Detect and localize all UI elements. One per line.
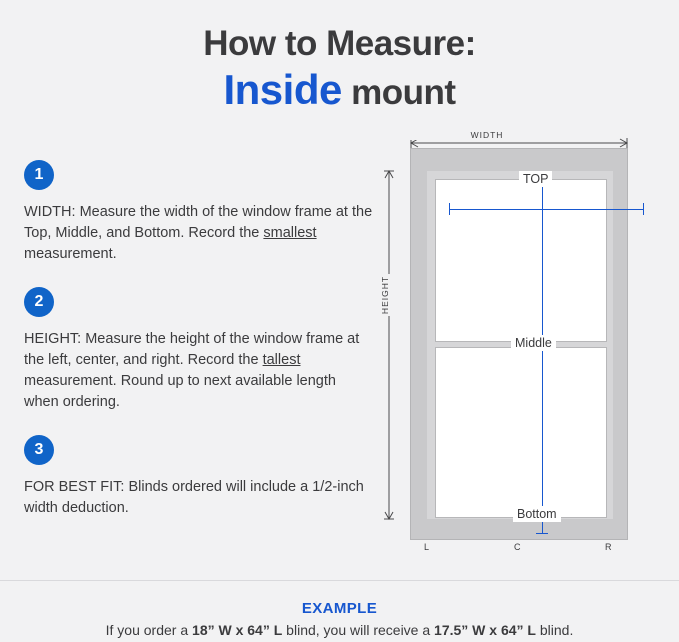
step-emphasis-1: smallest — [263, 225, 317, 242]
step-text-2 — [24, 329, 374, 413]
title-accent-word: Inside — [223, 66, 342, 114]
step-body-2a: Measure the height of the window frame at the left, center, and right. Record the — [24, 331, 360, 369]
example-heading: EXAMPLE — [301, 600, 378, 617]
footer-divider — [0, 580, 679, 581]
label-middle: Middle — [511, 335, 556, 351]
step-badge-3: 3 — [24, 435, 54, 465]
step-body-1b: measurement. — [24, 246, 117, 263]
window-diagram — [378, 130, 658, 560]
label-center-letter: C — [514, 542, 521, 552]
window-pane-bottom — [435, 347, 607, 518]
example-text-c: blind. — [535, 622, 574, 638]
window-frame-outer — [410, 148, 628, 540]
window-pane-top — [435, 179, 607, 342]
height-measure-line — [542, 181, 543, 533]
width-dimension-label: WIDTH — [378, 130, 596, 140]
title-line-2 — [0, 66, 679, 114]
step-lead-1: WIDTH: — [24, 204, 76, 220]
title-line-2-rest: mount — [341, 73, 456, 113]
step-text-1 — [24, 202, 374, 265]
label-left-letter: L — [424, 542, 430, 552]
height-dimension-label: HEIGHT — [380, 275, 390, 315]
instruction-list — [24, 160, 374, 541]
step-lead-2: HEIGHT: — [24, 331, 82, 348]
width-measure-line — [449, 209, 643, 210]
position-letters — [410, 542, 628, 556]
example-text-a: If you order a — [105, 622, 193, 638]
example-section — [0, 600, 679, 638]
label-bottom: Bottom — [513, 506, 561, 522]
height-measure-cap-bottom — [536, 533, 548, 534]
step-body-1a: Measure the width of the window frame at the Top, Middle, and Bottom. Record the — [24, 204, 373, 242]
step-item-3 — [24, 435, 374, 519]
step-body-3a: Blinds ordered will include a 1/2-inch width deduction. — [24, 479, 364, 517]
example-received-size: 17.5” W x 64” L — [434, 622, 536, 638]
step-body-2b: measurement. Round up to next available length when ordering. — [24, 373, 336, 411]
step-text-3 — [24, 477, 374, 519]
width-measure-cap-left — [449, 203, 450, 215]
example-ordered-size: 18” W x 64” L — [192, 622, 283, 638]
step-emphasis-2: tallest — [262, 352, 301, 369]
title-line-1: How to Measure: — [203, 24, 476, 63]
label-top: TOP — [519, 171, 552, 187]
step-badge-2: 2 — [24, 287, 54, 317]
step-badge-1: 1 — [24, 160, 54, 190]
step-lead-3: FOR BEST FIT: — [24, 479, 125, 496]
width-measure-cap-right — [643, 203, 644, 215]
step-item-1 — [24, 160, 374, 265]
step-item-2 — [24, 287, 374, 413]
example-text-b: blind, you will receive a — [282, 622, 435, 638]
label-right-letter: R — [605, 542, 612, 552]
example-body — [0, 622, 679, 638]
page-title — [0, 24, 679, 115]
height-arrow-icon — [382, 170, 396, 520]
